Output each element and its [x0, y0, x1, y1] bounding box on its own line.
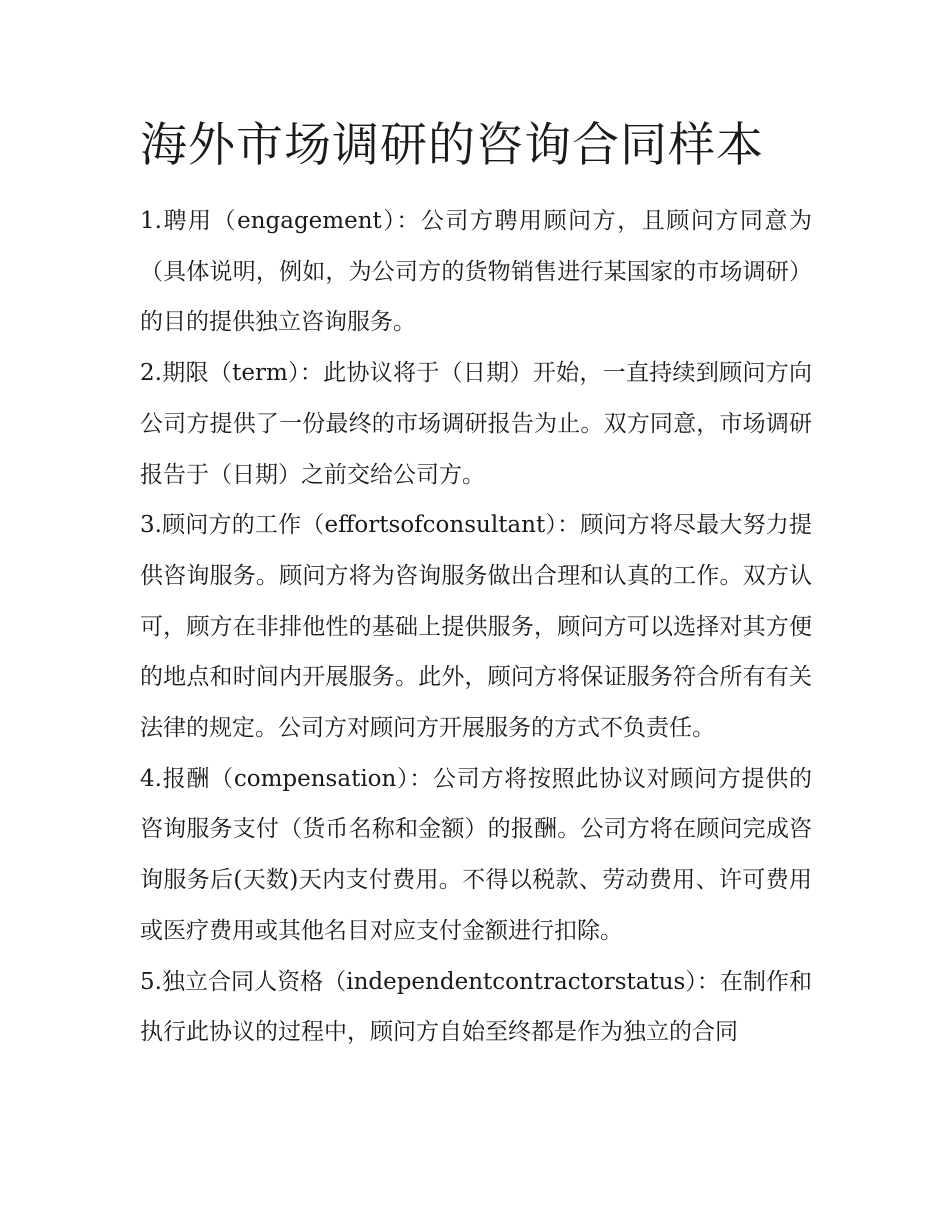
clause-engagement: 1.聘用（engagement）：公司方聘用顾问方，且顾问方同意为（具体说明，例如，为公司方的货物销售进行某国家的市场调研）的目的提供独立咨询服务。 [140, 208, 812, 336]
clause-efforts-of-consultant: 3.顾问方的工作（effortsofconsultant）：顾问方将尽最大努力提供咨询服务。顾问方将为咨询服务做出合理和认真的工作。双方认可，顾方在非排他性的基础上提供服务，顾问方可以选择对其方便的地点和时间内开展服务。此外，顾问方将保证服务符合所有有关法律的规定。公司方对顾问方开展服务的方式不负责任。 [140, 512, 812, 742]
document-title: 海外市场调研的咨询合同样本 [140, 118, 764, 173]
clause-independent-contractor-status: 5.独立合同人资格（independentcontractorstatus）：在制作和执行此协议的过程中，顾问方自始至终都是作为独立的合同 [140, 968, 812, 1046]
clause-compensation: 4.报酬（compensation）：公司方将按照此协议对顾问方提供的咨询服务支付（货币名称和金额）的报酬。公司方将在顾问完成咨询服务后(天数)天内支付费用。不得以税款、劳动费用、许可费用或医疗费用或其他名目对应支付金额进行扣除。 [140, 765, 812, 944]
document-page [140, 112, 812, 1058]
document-body [140, 196, 812, 1058]
clause-term: 2.期限（term）：此协议将于（日期）开始，一直持续到顾问方向公司方提供了一份最终的市场调研报告为止。双方同意，市场调研报告于（日期）之前交给公司方。 [140, 360, 812, 488]
